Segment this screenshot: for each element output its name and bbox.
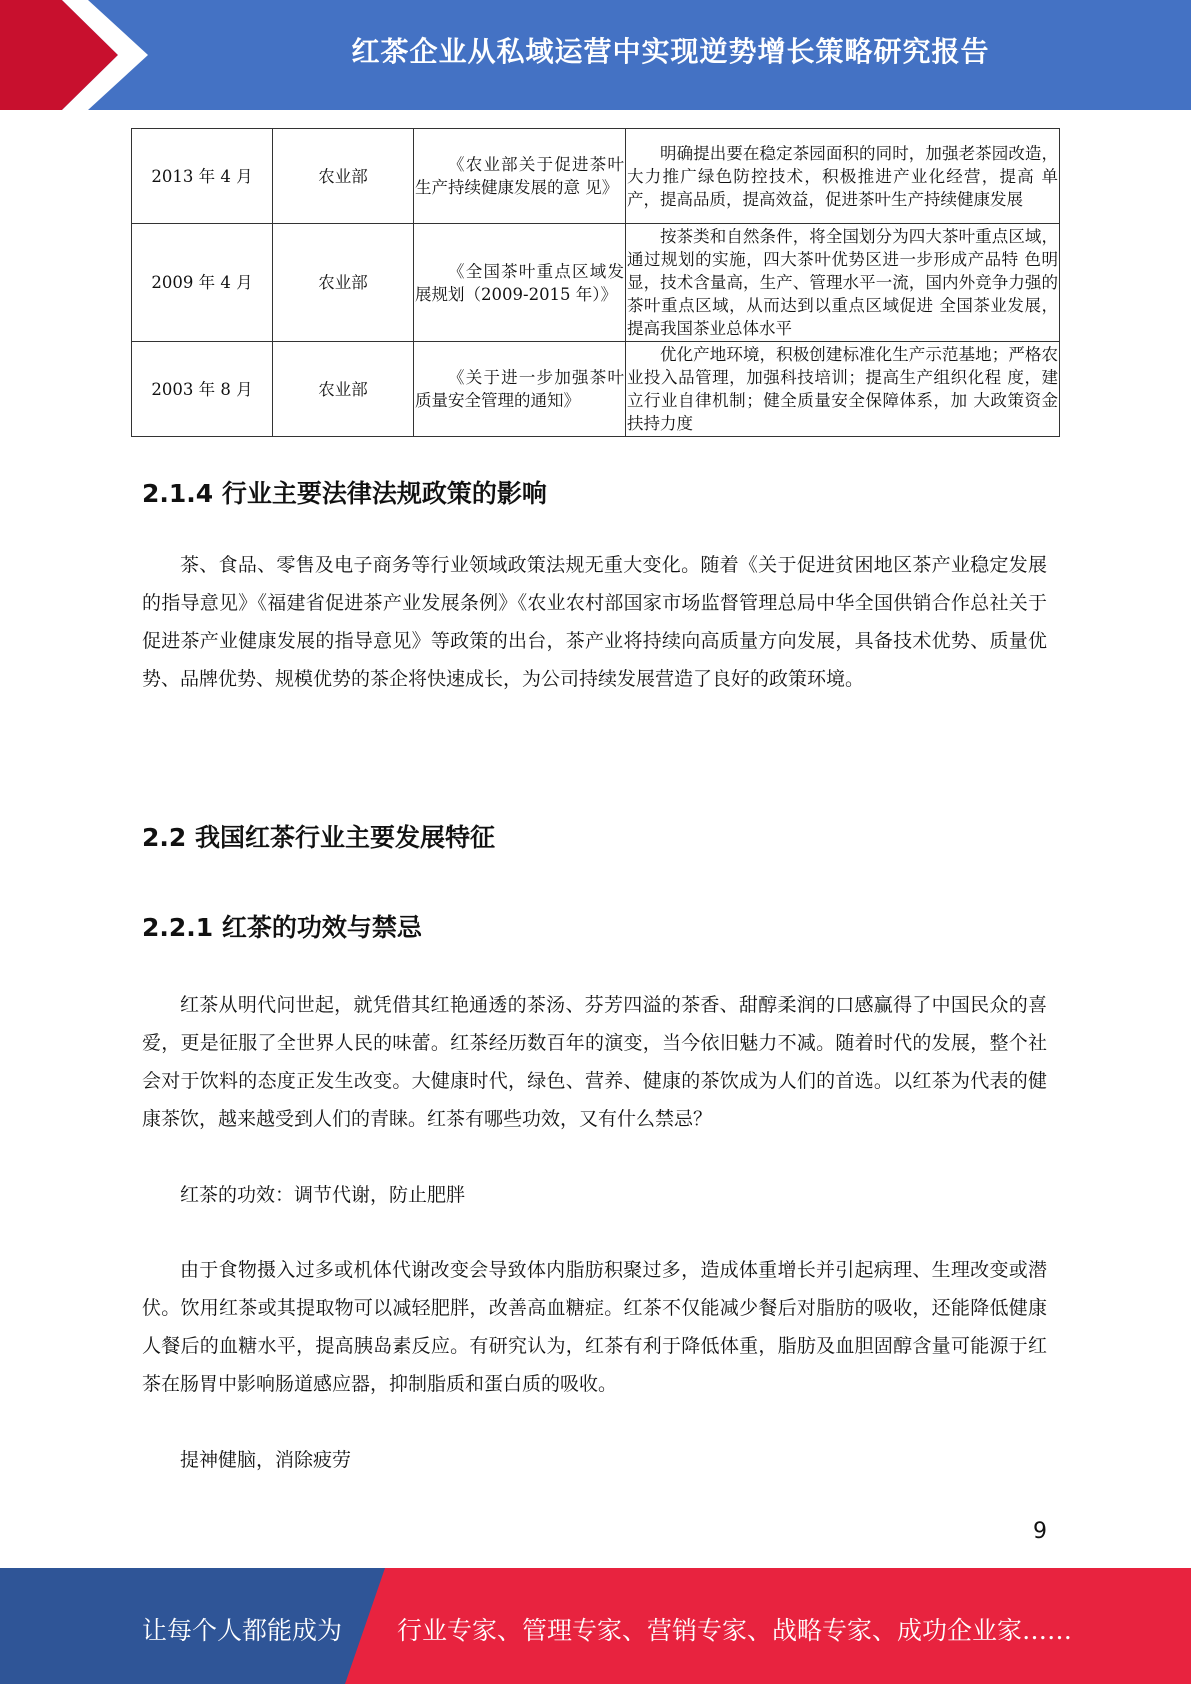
paragraph-metabolism: 由于食物摄入过多或机体代谢改变会导致体内脂肪积聚过多，造成体重增长并引起病理、生理改变或潜伏。饮用红茶或其提取物可以减轻肥胖，改善高血糖症。红茶不仅能减少餐后对脂肪的吸收，还能降低健康人餐后的血糖水平，提高胰岛素反应。有研究认为，红茶有利于降低体重，脂肪及血胆固醇含量可能源于红茶在肠胃中影响肠道感应器，抑制脂质和蛋白质的吸收。 xyxy=(142,1259,1047,1395)
section-heading-2-2: 2.2 我国红茶行业主要发展特征 xyxy=(142,823,495,852)
policy-table xyxy=(131,128,1060,437)
paragraph-effect-title: 红茶的功效：调节代谢，防止肥胖 xyxy=(180,1184,466,1206)
header-bar xyxy=(0,0,1191,110)
policy-department: 农业部 xyxy=(273,129,414,224)
policy-date: 2009 年 4 月 xyxy=(132,224,273,342)
policy-name: 《关于进一步加强茶叶 质量安全管理的通知》 xyxy=(414,342,626,437)
paragraph-policy-impact: 茶、食品、零售及电子商务等行业领域政策法规无重大变化。随着《关于促进贫困地区茶产业稳定发展的指导意见》《福建省促进茶产业发展条例》《农业农村部国家市场监督管理总局中华全国供销合作总社关于促进茶产业健康发展的指导意见》等政策的出台，茶产业将持续向高质量方向发展，具备技术优势、质量优势、品牌优势、规模优势的茶企将快速成长，为公司持续发展营造了良好的政策环境。 xyxy=(142,554,1047,690)
table-row xyxy=(132,129,1060,224)
paragraph-refresh: 提神健脑，消除疲劳 xyxy=(180,1449,352,1471)
footer-slogan-right: 行业专家、管理专家、营销专家、战略专家、成功企业家…… xyxy=(397,1616,1073,1645)
policy-description: 按茶类和自然条件，将全国划分为四大茶叶重点区域， 通过规划的实施，四大茶叶优势区进一步形成产品特 色明显，技术含量高，生产、管理水平一流，国内外竞争力强的茶叶重点区域，从而达到以重点区域促进 全国茶业发展，提高我国茶业总体水平 xyxy=(626,224,1060,342)
header-arrow-decoration xyxy=(0,0,150,110)
table-row xyxy=(132,224,1060,342)
page-number: 9 xyxy=(1033,1519,1047,1544)
report-title: 红茶企业从私域运营中实现逆势增长策略研究报告 xyxy=(351,35,990,68)
policy-date: 2003 年 8 月 xyxy=(132,342,273,437)
policy-description: 明确提出要在稳定茶园面积的同时，加强老茶园改造， 大力推广绿色防控技术，积极推进产业化经营，提高 单产，提高品质，提高效益，促进茶叶生产持续健康发展 xyxy=(626,129,1060,224)
section-heading-2-2-1: 2.2.1 红茶的功效与禁忌 xyxy=(142,913,422,942)
section-heading-2-1-4: 2.1.4 行业主要法律法规政策的影响 xyxy=(142,479,547,508)
paragraph-black-tea-intro: 红茶从明代问世起，就凭借其红艳通透的茶汤、芬芳四溢的茶香、甜醇柔润的口感赢得了中国民众的喜爱，更是征服了全世界人民的味蕾。红茶经历数百年的演变，当今依旧魅力不减。随着时代的发展，整个社会对于饮料的态度正发生改变。大健康时代，绿色、营养、健康的茶饮成为人们的首选。以红茶为代表的健康茶饮，越来越受到人们的青睐。红茶有哪些功效，又有什么禁忌？ xyxy=(142,994,1047,1130)
policy-description: 优化产地环境，积极创建标准化生产示范基地；严格农业投入品管理，加强科技培训；提高生产组织化程 度，建立行业自律机制；健全质量安全保障体系，加 大政策资金扶持力度 xyxy=(626,342,1060,437)
table-row xyxy=(132,342,1060,437)
footer-slogan-left: 让每个人都能成为 xyxy=(142,1616,343,1645)
policy-department: 农业部 xyxy=(273,342,414,437)
policy-department: 农业部 xyxy=(273,224,414,342)
policy-name: 《农业部关于促进茶叶 生产持续健康发展的意 见》 xyxy=(414,129,626,224)
policy-name: 《全国茶叶重点区域发 展规划（2009-2015 年）》 xyxy=(414,224,626,342)
policy-date: 2013 年 4 月 xyxy=(132,129,273,224)
